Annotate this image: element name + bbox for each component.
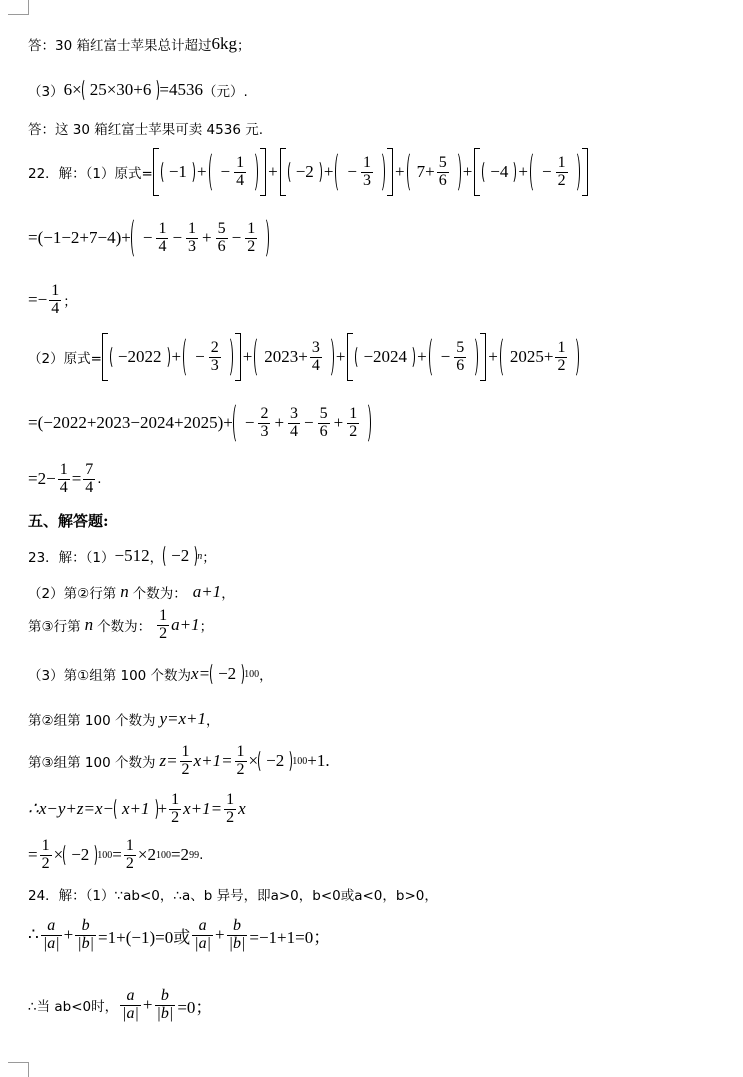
math-expr: =(−1−2+7−4)+ <box>28 228 131 247</box>
sign: − <box>172 228 183 247</box>
fraction <box>186 221 198 256</box>
fraction <box>347 406 359 441</box>
bracket-close <box>235 333 241 381</box>
math-expr: x+1= <box>193 751 233 771</box>
sign: − <box>142 228 153 247</box>
numerator: 5 <box>438 153 447 171</box>
paren-close <box>469 336 478 378</box>
paren-open <box>500 336 509 378</box>
fraction <box>157 608 169 643</box>
paren-close <box>376 151 385 193</box>
denominator: 4 <box>311 356 320 374</box>
numerator: 7 <box>85 461 94 478</box>
numerator: 1 <box>557 338 566 356</box>
answer-text: 答：这 30 箱红富士苹果可卖 4536 元. <box>28 122 263 138</box>
exponent: 100 <box>155 849 171 861</box>
paren-close <box>260 217 269 259</box>
fraction <box>227 918 248 953</box>
times-sign: × <box>248 751 259 771</box>
math-expr: =(−2022+2023−2024+2025)+ <box>28 413 233 432</box>
fraction <box>180 744 192 779</box>
paren-close <box>249 151 258 193</box>
denominator: 6 <box>456 356 465 374</box>
text: （3）第①组第 100 个数为 <box>28 668 192 684</box>
paren-close <box>314 160 322 184</box>
numerator: b <box>160 987 169 1004</box>
plus-sign: + <box>323 162 334 181</box>
bracket-close <box>582 148 588 196</box>
page-corner-mark-top <box>8 0 29 15</box>
numerator: 2 <box>210 338 219 356</box>
math-expr: =− <box>28 290 48 310</box>
denominator: 4 <box>290 422 299 440</box>
math-var: n <box>120 582 129 601</box>
math-base: −2 <box>218 664 237 683</box>
numerator: 5 <box>456 338 465 356</box>
fraction <box>234 155 246 190</box>
math-term: −2022 <box>117 347 162 366</box>
punct: . <box>97 471 102 488</box>
numerator: 3 <box>290 404 299 422</box>
minus-sign: − <box>347 162 357 181</box>
part-label: （2）第②行第 <box>28 586 117 602</box>
fraction <box>258 406 270 441</box>
punct: ， <box>221 586 235 602</box>
fraction <box>209 340 221 375</box>
bracket-open <box>102 333 108 381</box>
fraction <box>58 462 70 497</box>
math-var: x <box>238 799 246 819</box>
math-expr: x+1 <box>121 799 150 819</box>
math-term: −4 <box>490 162 509 181</box>
fraction <box>437 155 449 190</box>
paren-open <box>63 843 71 867</box>
plus-sign: + <box>395 162 405 181</box>
denominator: |b| <box>228 934 246 952</box>
numerator: 1 <box>51 282 60 299</box>
numerator: 1 <box>159 607 168 624</box>
numerator: 1 <box>188 219 197 237</box>
exponent: 100 <box>244 668 260 680</box>
math-expr: x+1= <box>183 799 223 819</box>
paren-close <box>189 544 197 568</box>
plus-sign: + <box>142 995 153 1015</box>
fraction <box>454 340 466 375</box>
denominator: 2 <box>41 854 50 872</box>
paren-open <box>335 151 344 193</box>
math-term: −2024 <box>363 347 408 366</box>
sign: + <box>333 413 344 432</box>
paren-open <box>429 336 438 378</box>
denominator: 4 <box>85 478 94 496</box>
bracket-open <box>474 148 480 196</box>
part-label: （3） <box>28 84 64 100</box>
q23-line-6 <box>28 744 330 779</box>
punct: ； <box>202 550 216 566</box>
q24-line-1 <box>28 884 438 904</box>
math-expr: y=x+1 <box>159 709 206 728</box>
math-expr: ×2 <box>137 845 156 865</box>
fraction <box>124 838 136 873</box>
numerator: a <box>126 987 135 1004</box>
numerator: 1 <box>41 837 50 854</box>
math-term: −1 <box>168 162 187 181</box>
paren-close <box>89 843 97 867</box>
numerator: 5 <box>217 219 226 237</box>
paren-open <box>233 402 242 444</box>
q23-line-5 <box>28 709 220 729</box>
q22-part2-line-1 <box>28 333 579 381</box>
denominator: 2 <box>125 854 134 872</box>
paren-open <box>355 345 363 369</box>
math-term: 7+ <box>416 162 435 181</box>
numerator: 1 <box>181 743 190 760</box>
paren-close <box>362 402 371 444</box>
fraction <box>156 221 168 256</box>
plus-sign: + <box>462 162 473 181</box>
times-sign: × <box>53 845 64 865</box>
question-label: 22．解：（1）原式= <box>28 166 153 182</box>
plus-sign: + <box>157 799 168 819</box>
paren-close <box>150 797 158 821</box>
numerator: 5 <box>319 404 328 422</box>
numerator: 1 <box>236 743 245 760</box>
denominator: 4 <box>158 237 167 255</box>
q23-line-8 <box>28 838 203 873</box>
sign: + <box>274 413 285 432</box>
math-expr: =−1+1=0； <box>249 927 331 947</box>
exponent: 100 <box>292 755 308 767</box>
denominator: 4 <box>236 171 245 189</box>
exponent: n <box>197 550 203 562</box>
sign: + <box>202 228 212 247</box>
paren-open <box>209 151 218 193</box>
unit-text: （元）. <box>202 84 248 100</box>
text: 第②组第 100 个数为 <box>28 713 156 729</box>
paren-open <box>254 336 263 378</box>
fraction <box>216 221 228 256</box>
plus-sign: + <box>335 347 346 366</box>
fraction <box>192 918 213 953</box>
math-term: −2 <box>295 162 314 181</box>
q23-line-3 <box>28 608 213 643</box>
numerator: b <box>81 917 90 934</box>
minus-sign: − <box>195 347 205 366</box>
equals-sign: = <box>112 845 122 865</box>
math-expr: =0； <box>177 997 213 1017</box>
fraction <box>40 838 52 873</box>
denominator: |b| <box>77 934 95 952</box>
denominator: 3 <box>363 171 371 189</box>
punct: . <box>199 847 204 864</box>
denominator: 2 <box>181 760 190 778</box>
q24-line-2 <box>28 918 330 953</box>
fraction <box>83 462 95 497</box>
paren-open <box>210 662 218 686</box>
text: 个数为： <box>97 619 152 636</box>
numerator: 1 <box>59 461 68 478</box>
paren-open <box>82 78 90 102</box>
numerator: 1 <box>557 153 566 171</box>
numerator: 2 <box>260 404 269 422</box>
numerator: 1 <box>226 791 235 808</box>
fraction <box>41 918 62 953</box>
answer-21-3b-line <box>28 118 263 138</box>
plus-sign: + <box>417 347 427 366</box>
plus-sign: + <box>214 925 225 945</box>
math-base: −2 <box>266 751 285 771</box>
bracket-open <box>347 333 353 381</box>
q23-line-1 <box>28 544 216 568</box>
punct: ， <box>206 713 220 729</box>
numerator: 1 <box>349 404 358 422</box>
bracket-close <box>480 333 486 381</box>
page-corner-mark-bottom <box>8 1062 29 1077</box>
punct: ， <box>259 668 273 684</box>
denominator: 4 <box>59 478 68 496</box>
numerator: 1 <box>125 837 134 854</box>
denominator: 3 <box>210 356 219 374</box>
answer-text: 答：30 箱红富士苹果总计超过 <box>28 38 212 54</box>
punct: ； <box>63 294 77 311</box>
denominator: 6 <box>217 237 226 255</box>
math-value: −512 <box>114 546 150 565</box>
fraction <box>245 221 257 256</box>
plus-sign: + <box>171 347 182 366</box>
numerator: 1 <box>363 153 371 171</box>
denominator: 2 <box>557 171 566 189</box>
paren-open <box>110 345 118 369</box>
denominator: 4 <box>51 299 60 317</box>
fraction-sum <box>141 221 259 256</box>
numerator: b <box>232 917 241 934</box>
denominator: 3 <box>188 237 197 255</box>
numerator: a <box>47 917 56 934</box>
fraction <box>155 988 176 1023</box>
minus-sign: − <box>440 347 451 366</box>
answer-21-2-line <box>28 34 250 54</box>
numerator: 1 <box>158 219 167 237</box>
equals-sign: = <box>71 469 82 489</box>
punct: ； <box>236 38 251 54</box>
paren-close <box>187 160 195 184</box>
math-expr: a+1 <box>171 615 200 635</box>
denominator: |a| <box>194 934 211 952</box>
fraction <box>224 792 236 827</box>
section-heading <box>28 510 109 531</box>
paren-close <box>162 345 170 369</box>
fraction <box>361 155 373 190</box>
exponent: 99 <box>189 849 200 861</box>
paren-open <box>482 160 490 184</box>
paren-open <box>407 151 416 193</box>
denominator: 2 <box>159 624 168 642</box>
paren-close <box>325 336 334 378</box>
math-expr: z= <box>159 751 178 771</box>
math-expr: +1. <box>307 751 330 771</box>
text: ∴当 ab<0时， <box>28 999 119 1016</box>
math-expr: 25×30+6 <box>89 80 152 99</box>
math-expr: 6× <box>63 80 82 99</box>
denominator: |a| <box>42 934 60 952</box>
denominator: 6 <box>319 422 328 440</box>
denominator: 2 <box>236 760 245 778</box>
plus-sign: + <box>268 162 278 181</box>
math-expr: x= <box>191 664 211 683</box>
denominator: 2 <box>557 356 566 374</box>
math-term: 2025+ <box>509 347 554 366</box>
plus-sign: + <box>242 347 253 366</box>
question-label: 23．解：（1） <box>28 550 115 566</box>
denominator: |a| <box>122 1004 139 1022</box>
math-expr: ∴x−y+z=x− <box>28 799 114 819</box>
fraction <box>49 283 61 318</box>
denominator: 2 <box>247 237 256 255</box>
text: 第③组第 100 个数为 <box>28 755 156 772</box>
bracket-open <box>280 148 286 196</box>
plus-sign: + <box>488 347 498 366</box>
numerator: 1 <box>236 153 245 171</box>
q22-part2-line-2 <box>28 402 371 444</box>
sign: − <box>304 413 314 432</box>
math-expr: =1+(−1)=0或 <box>98 927 191 947</box>
paren-close <box>407 345 415 369</box>
q22-line-2 <box>28 217 269 259</box>
fraction <box>120 988 141 1023</box>
paren-open <box>163 544 171 568</box>
question-text: 24．解：（1）∵ab<0，∴a、b 异号，即a>0，b<0或a<0，b>0， <box>28 888 438 904</box>
sign: − <box>244 413 255 432</box>
paren-open <box>161 160 169 184</box>
sign: − <box>231 228 242 247</box>
q22-line-1 <box>28 148 588 196</box>
denominator: 2 <box>226 808 235 826</box>
paren-open <box>530 151 539 193</box>
part-label: （2）原式= <box>28 351 102 367</box>
paren-close <box>452 151 461 193</box>
denominator: |b| <box>156 1004 174 1022</box>
fraction <box>555 340 567 375</box>
math-expr: =4536 <box>159 80 203 99</box>
paren-close <box>570 336 579 378</box>
plus-sign: + <box>518 162 528 181</box>
therefore-sign: ∴ <box>28 925 39 945</box>
bracket-open <box>153 148 159 196</box>
q22-part2-line-3 <box>28 462 102 497</box>
q24-line-3 <box>28 988 212 1023</box>
numerator: a <box>198 917 207 934</box>
q23-line-7 <box>28 792 246 827</box>
paren-close <box>508 160 516 184</box>
paren-open <box>183 336 192 378</box>
punct: ； <box>199 619 214 636</box>
paren-close <box>151 78 159 102</box>
answer-21-3-line <box>28 78 248 102</box>
math-expr: =2− <box>28 469 56 489</box>
plus-sign: + <box>196 162 207 181</box>
math-var: n <box>84 615 94 635</box>
fraction <box>556 155 568 190</box>
paren-open <box>288 160 296 184</box>
paren-close <box>284 749 292 773</box>
minus-sign: − <box>220 162 231 181</box>
equals-sign: = <box>28 845 38 865</box>
paren-open <box>258 749 266 773</box>
math-expr: =2 <box>170 845 190 865</box>
text: 个数为： <box>132 586 187 602</box>
math-term: 2023+ <box>264 347 308 366</box>
punct: ， <box>149 550 164 566</box>
math-value: 6kg <box>211 34 237 53</box>
exponent: 100 <box>97 849 113 861</box>
fraction-sum <box>243 406 361 441</box>
paren-open <box>114 797 122 821</box>
numerator: 1 <box>171 791 180 808</box>
minus-sign: − <box>541 162 552 181</box>
q22-line-3 <box>28 283 77 318</box>
fraction <box>75 918 96 953</box>
math-base: −2 <box>71 845 90 865</box>
fraction <box>310 340 322 375</box>
bracket-close <box>387 148 393 196</box>
fraction <box>235 744 247 779</box>
denominator: 2 <box>349 422 358 440</box>
paren-close <box>224 336 233 378</box>
fraction <box>169 792 181 827</box>
text: 第③行第 <box>28 619 81 636</box>
plus-sign: + <box>63 925 74 945</box>
paren-close <box>571 151 580 193</box>
numerator: 3 <box>311 338 320 356</box>
denominator: 3 <box>260 422 269 440</box>
paren-close <box>236 662 244 686</box>
math-base: −2 <box>171 546 190 565</box>
numerator: 1 <box>247 219 256 237</box>
bracket-close <box>260 148 266 196</box>
paren-open <box>131 217 140 259</box>
math-expr: a+1 <box>192 582 222 601</box>
q23-line-2 <box>28 582 235 602</box>
fraction <box>288 406 300 441</box>
denominator: 6 <box>438 171 447 189</box>
section-title: 五、解答题: <box>28 512 109 530</box>
denominator: 2 <box>171 808 180 826</box>
q23-line-4 <box>28 662 273 686</box>
fraction <box>318 406 330 441</box>
